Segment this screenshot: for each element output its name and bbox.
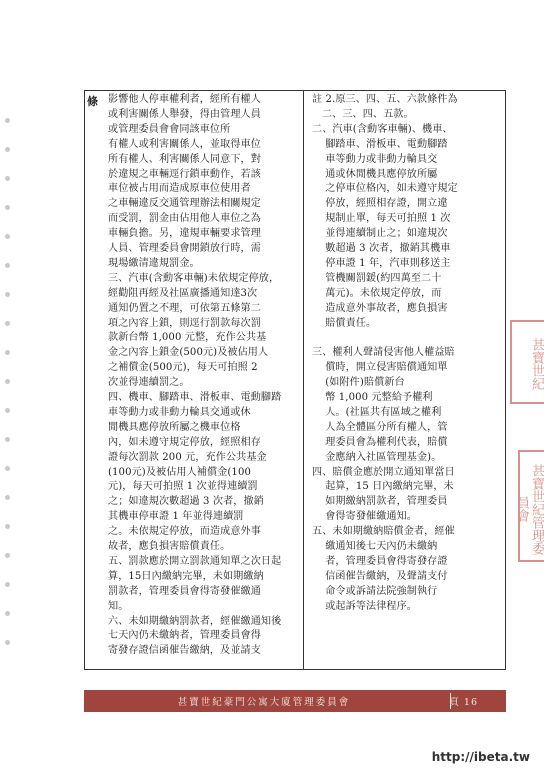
right-column-line: 三、權利人聲請侵害他人權益賠 bbox=[312, 347, 455, 359]
left-column-line: 罰款者，管理委員會得寄發催繳通 bbox=[108, 585, 261, 597]
left-column-line: 車輛負擔。另，違規車輛要求管理 bbox=[108, 228, 261, 240]
right-column-line: 理委員會為權利代表，賠償 bbox=[312, 436, 448, 448]
right-column-line: 如期繳納罰款者，管理委員 bbox=[312, 496, 448, 508]
right-column-line: 償時，開立侵害賠償通知單 bbox=[312, 362, 448, 374]
right-column-line: 起算，15 日內繳納完畢，未 bbox=[312, 481, 454, 493]
right-column-line: 通或休閒機具應停放所屬 bbox=[312, 168, 438, 180]
right-column-line: 數超過 3 次者，撤銷其機車 bbox=[312, 243, 451, 254]
seal-stamp: 甚寶世紀 bbox=[510, 320, 544, 404]
left-column-line: 知。 bbox=[108, 600, 129, 612]
right-column-line: 金應納入社區管理基金)。 bbox=[312, 451, 442, 463]
left-column-line: 項之內容上鎖，則逕行罰款每次罰 bbox=[108, 317, 261, 329]
binder-holes bbox=[0, 0, 14, 768]
left-column-line: 所有權人、利害關係人同意下，對 bbox=[108, 153, 261, 165]
right-column-line: 四、賠償金應於開立通知單當日 bbox=[312, 466, 455, 478]
right-column-line: 二、三、四、五款。 bbox=[312, 108, 414, 120]
right-column-line: 之停車位格內，如未遵守規定 bbox=[312, 183, 458, 195]
right-column-line: 停放，經照相存證，開立違 bbox=[312, 198, 448, 210]
watermark: http://ibeta.tw bbox=[431, 750, 530, 764]
right-column-line: 或起訴等法律程序。 bbox=[312, 600, 417, 612]
left-column-line: 次並得連續罰之。 bbox=[108, 377, 190, 389]
left-column-line: 六、未如期繳納罰款者，經催繳通知後 bbox=[108, 615, 282, 627]
right-column-line: 規制止單，每天可拍照 1 次 bbox=[312, 213, 451, 225]
left-column-line: (100元)及被佔用人補償金(100 bbox=[108, 466, 251, 478]
left-column-line: 而受罰，罰金由佔用他人車位之為 bbox=[108, 213, 261, 225]
right-column-line: 繳通知後七天內仍未繳納 bbox=[312, 541, 438, 552]
left-column-line: 影響他人停車權利者，經所有權人 bbox=[108, 94, 261, 105]
left-column-line: 或管理委員會會同該車位所 bbox=[108, 123, 231, 135]
right-column-line: 信函催告繳納，及聲請支付 bbox=[312, 570, 448, 582]
right-column-line: 註 2.原三、四、五、六款條件為 bbox=[312, 94, 458, 105]
right-column-line: 者，管理委員會得寄發存證 bbox=[312, 555, 448, 567]
left-column-line: 證每次罰款 200 元，充作公共基金 bbox=[108, 451, 267, 463]
right-column-line: 萬元)。未依規定停放，而 bbox=[312, 287, 442, 299]
left-column-line: 金之內容上鎖金(500元)及被佔用人 bbox=[108, 347, 269, 359]
left-column-line: 車等動力或非動力輪具交通或休 bbox=[108, 406, 251, 418]
left-column-line: 或利害關係人舉發，得由管理人員 bbox=[108, 108, 261, 120]
right-column-line: 二、汽車(含動客車輛)、機車、 bbox=[312, 123, 453, 135]
right-column-line: 造成意外事故者，應負損害 bbox=[312, 302, 448, 314]
right-column-line: 停車證 1 年，汽車則移送主 bbox=[312, 257, 451, 269]
left-column-line: 四、機車、腳踏車、滑板車、電動腳踏 bbox=[108, 392, 282, 403]
left-column-line: 車位被占用而造成原車位使用者 bbox=[108, 183, 251, 195]
left-column-line: 內，如未遵守規定停放，經照相存 bbox=[108, 436, 261, 448]
left-column-line: 七天內仍未繳納者，管理委員會得 bbox=[108, 630, 261, 642]
footer-title: 甚寶世紀豪門公寓大廈管理委員會 bbox=[177, 697, 351, 708]
left-column-line: 元)，每天可拍照 1 次並得連續罰 bbox=[108, 481, 258, 493]
left-column-line: 之補償金(500元)，每天可拍照 2 bbox=[108, 362, 258, 374]
left-column-line: 其機車停車證 1 年並得連續罰 bbox=[108, 511, 244, 523]
right-column-line: 並得連續制止之；如違規次 bbox=[312, 228, 448, 240]
right-column-line: 五、未如期繳納賠償金者，經催 bbox=[312, 526, 455, 538]
right-column-line: 幣 1,000 元整給予權利 bbox=[312, 392, 433, 403]
left-column-line: 通知仍置之不理，可依第五條第二 bbox=[108, 302, 261, 314]
right-column-line: (如附件)賠償新台 bbox=[312, 377, 405, 389]
left-column-line: 於違規之車輛逕行鎖車動作，若該 bbox=[108, 168, 261, 180]
footer-bar bbox=[84, 690, 506, 712]
left-column-line: 款新台幣 1,000 元整，充作公共基 bbox=[108, 332, 267, 344]
right-column-line: 車等動力或非動力輪具交 bbox=[312, 153, 438, 165]
left-column-line: 算，15日內繳納完畢，未如期繳納 bbox=[108, 570, 264, 582]
right-column-line: 人為全體區分所有權人，管 bbox=[312, 421, 448, 433]
left-column-line: 三、汽車(含動客車輛)未依規定停放， bbox=[108, 272, 280, 284]
left-column-line: 故者，應負損害賠償責任。 bbox=[108, 541, 231, 552]
left-column-line: 之車輛違反交通管理辦法相關規定 bbox=[108, 198, 261, 210]
seal-stamp-committee: 甚寶世紀管理委員會 bbox=[518, 450, 544, 562]
right-column-line: 人。(社區共有區域之權利 bbox=[312, 406, 442, 418]
left-column-line: 有權人或利害關係人，並取得車位 bbox=[108, 138, 261, 150]
section-label: 條 bbox=[87, 95, 98, 108]
right-column-line: 腳踏車、滑板車、電動腳踏 bbox=[312, 138, 448, 150]
right-column-line: 會得寄發催繳通知。 bbox=[312, 511, 417, 523]
left-column-line: 寄發存證信函催告繳納，及並請支 bbox=[108, 645, 261, 657]
left-column-line: 現場繳清違規罰金。 bbox=[108, 257, 200, 269]
left-column-line: 五、罰款應於開立罰款通知單之次日起 bbox=[108, 555, 282, 567]
left-column-line: 經勸阻再經及社區廣播通知達3次 bbox=[108, 287, 258, 299]
right-column-line: 賠償責任。 bbox=[312, 317, 377, 329]
right-column-line: 命令或訴請法院強制執行 bbox=[312, 585, 438, 597]
left-column-line: 閒機具應停放所屬之機車位格 bbox=[108, 421, 241, 433]
left-column-line: 之；如違規次數超過 3 次者，撤銷 bbox=[108, 496, 264, 508]
left-column-line: 人員、管理委員會開鎖放行時，需 bbox=[108, 243, 261, 254]
right-column-line: 管機關罰鍰(約四萬至二十 bbox=[312, 272, 442, 284]
left-column-line: 之。未依規定停放，而造成意外事 bbox=[108, 526, 261, 538]
page-number: 頁 16 bbox=[449, 697, 478, 708]
